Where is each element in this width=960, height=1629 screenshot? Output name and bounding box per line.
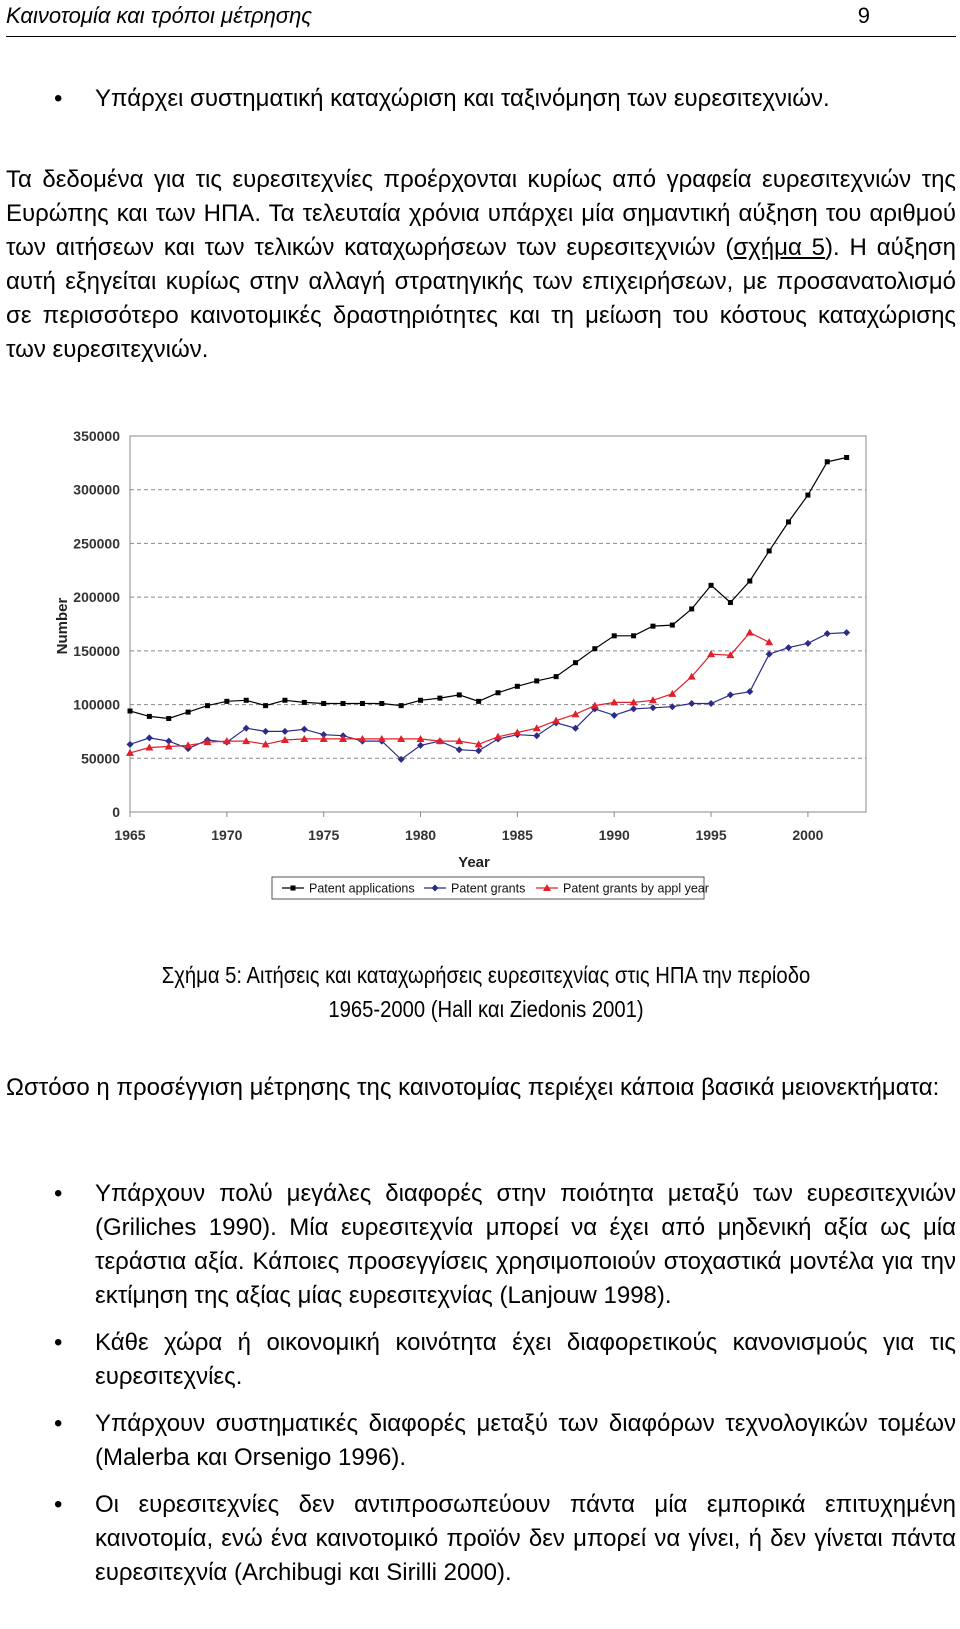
- paragraph-text: ). Η αύξηση αυτή εξηγείται κυρίως στην αλλαγή στρατηγικής των επιχειρήσεων, με προσανατολισμό σε περισσότερο καινοτομικές δραστηριότητες και τη μείωση του κόστους καταχώρισης των ευρεσιτεχνιών.: [6, 234, 956, 363]
- legend-entry: Patent applications: [309, 881, 415, 896]
- data-point: [302, 700, 307, 705]
- caption-line: 1965-2000 (Hall και Ziedonis 2001): [328, 996, 644, 1022]
- list-item: • Υπάρχουν συστηματικές διαφορές μεταξύ των διαφόρων τεχνολογικών τομέων (Malerba και Orsenigo 1996).: [6, 1407, 956, 1475]
- data-point: [224, 699, 229, 704]
- data-point: [399, 703, 404, 708]
- data-point: [805, 493, 810, 498]
- data-point: [379, 701, 384, 706]
- plot-area: [130, 436, 866, 812]
- y-tick-label: 300000: [73, 481, 120, 498]
- data-point: [147, 714, 152, 719]
- list-item: • Κάθε χώρα ή οικονομική κοινότητα έχει διαφορετικούς κανονισμούς για τις ευρεσιτεχνίες.: [6, 1326, 956, 1394]
- list-item: • Υπάρχει συστηματική καταχώριση και ταξινόμηση των ευρεσιτεχνιών.: [6, 82, 956, 116]
- data-point: [205, 703, 210, 708]
- y-tick-label: 200000: [73, 589, 120, 606]
- data-point: [747, 579, 752, 584]
- data-point: [515, 684, 520, 689]
- data-point: [291, 886, 296, 891]
- x-tick-label: 1995: [695, 827, 727, 843]
- data-point: [186, 710, 191, 715]
- data-point: [341, 701, 346, 706]
- y-tick-label: 50000: [81, 750, 120, 767]
- data-point: [554, 674, 559, 679]
- paragraph-text: Τα δεδομένα για τις ευρεσιτεχνίες προέρχονται κυρίως από γραφεία ευρεσιτεχνιών της Ευρώπης και των ΗΠΑ. Τα τελευταία χρόνια υπάρχει μία σημαντική αύξηση του αριθμού των αιτήσεων και των τελικών καταχωρήσεων των ευρεσιτεχνιών (: [6, 166, 956, 261]
- data-point: [418, 698, 423, 703]
- data-point: [476, 699, 481, 704]
- data-point: [786, 519, 791, 524]
- y-tick-label: 0: [112, 804, 120, 820]
- data-point: [457, 692, 462, 697]
- data-point: [709, 583, 714, 588]
- data-point: [767, 548, 772, 553]
- data-point: [825, 459, 830, 464]
- x-tick-label: 1985: [501, 827, 533, 843]
- legend-entry: Patent grants: [451, 881, 526, 896]
- data-point: [321, 701, 326, 706]
- figure-caption: [139, 958, 832, 1026]
- data-point: [128, 709, 133, 714]
- figure-reference-link[interactable]: σχήμα 5: [733, 234, 826, 261]
- y-tick-label: 250000: [73, 535, 120, 552]
- data-point: [631, 633, 636, 638]
- data-point: [612, 633, 617, 638]
- data-point: [244, 698, 249, 703]
- data-point: [166, 716, 171, 721]
- y-tick-label: 350000: [73, 428, 120, 444]
- data-point: [670, 623, 675, 628]
- legend-entry: Patent grants by appl year: [563, 881, 709, 896]
- data-point: [360, 701, 365, 706]
- data-point: [689, 606, 694, 611]
- y-tick-label: 100000: [73, 696, 120, 713]
- data-point: [282, 698, 287, 703]
- page-number: 9: [857, 3, 870, 28]
- data-point: [263, 703, 268, 708]
- x-tick-label: 1980: [404, 827, 437, 843]
- x-tick-label: 1970: [211, 827, 243, 843]
- top-bullet-list: [6, 82, 956, 116]
- x-tick-label: 1965: [114, 827, 146, 843]
- data-point: [496, 690, 501, 695]
- page-header: [6, 0, 956, 37]
- y-axis-label: Number: [54, 597, 71, 655]
- paragraph-drawbacks: Ωστόσο η προσέγγιση μέτρησης της καινοτομίας περιέχει κάποια βασικά μειονεκτήματα:: [6, 1074, 940, 1101]
- data-point: [534, 678, 539, 683]
- data-point: [728, 600, 733, 605]
- list-item: • Υπάρχουν πολύ μεγάλες διαφορές στην ποιότητα μεταξύ των ευρεσιτεχνιών (Griliches 1990). Μία ευρεσιτεχνία μπορεί να έχει από μηδενική αξία ως μία τεράστια αξία. Κάποιες προσεγγίσεις χρησιμοποιούν στοχαστικά μοντέλα για την εκτίμηση της αξίας μίας ευρεσιτεχνίας (Lanjouw 1998).: [6, 1177, 956, 1313]
- data-point: [844, 455, 849, 460]
- x-axis-label: Year: [458, 854, 490, 871]
- data-point: [573, 660, 578, 665]
- patent-chart: [54, 428, 874, 910]
- list-item: • Οι ευρεσιτεχνίες δεν αντιπροσωπεύουν πάντα μία εμπορικά επιτυχημένη καινοτομία, ενώ ένα καινοτομικό προϊόν δεν μπορεί να γίνει, ή δεν γίνεται πάντα ευρεσιτεχνία (Archibugi και Sirilli 2000).: [6, 1488, 956, 1590]
- x-tick-label: 2000: [792, 827, 824, 843]
- chart-legend: [272, 877, 709, 899]
- x-tick-label: 1975: [308, 827, 340, 843]
- data-point: [650, 624, 655, 629]
- caption-line: Σχήμα 5: Αιτήσεις και καταχωρήσεις ευρεσιτεχνίας στις ΗΠΑ την περίοδο: [161, 962, 811, 988]
- drawbacks-list: [6, 1177, 956, 1603]
- x-tick-label: 1990: [598, 827, 630, 843]
- paragraph-intro: [6, 163, 956, 367]
- y-tick-label: 150000: [73, 642, 120, 659]
- data-point: [437, 696, 442, 701]
- data-point: [592, 646, 597, 651]
- running-title: Καινοτομία και τρόποι μέτρησης: [6, 3, 312, 28]
